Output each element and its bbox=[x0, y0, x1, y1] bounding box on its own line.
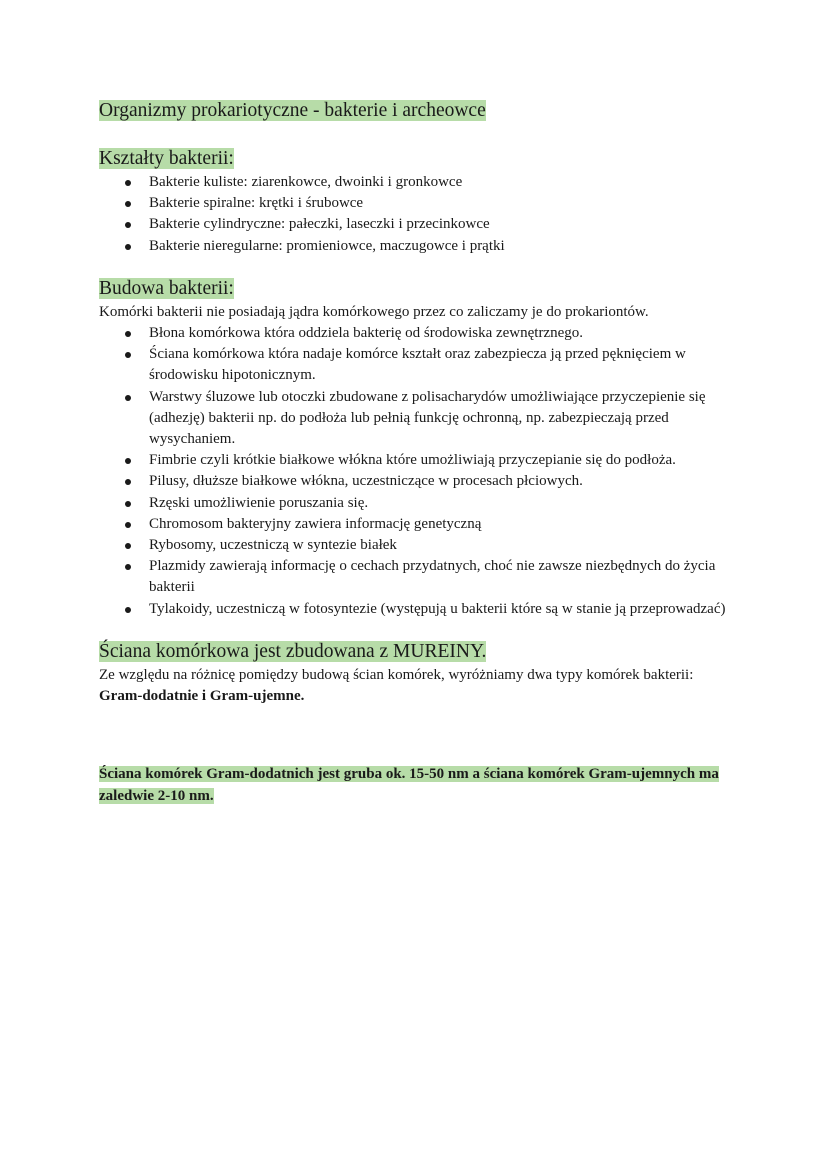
document-title-text: Organizmy prokariotyczne - bakterie i archeowce bbox=[99, 100, 486, 121]
shapes-list bbox=[99, 172, 739, 257]
document-page bbox=[99, 97, 739, 807]
list-item: Pilusy, dłuższe białkowe włókna, uczestniczące w procesach płciowych. bbox=[125, 471, 739, 492]
list-item: Błona komórkowa która oddziela bakterię od środowiska zewnętrznego. bbox=[125, 323, 739, 344]
list-item: Plazmidy zawierają informację o cechach przydatnych, choć nie zawsze niezbędnych do życia bakterii bbox=[125, 556, 739, 598]
spacer bbox=[99, 620, 739, 639]
spacer bbox=[99, 125, 739, 146]
list-item: Ściana komórkowa która nadaje komórce kształt oraz zabezpiecza ją przed pęknięciem w środowisku hipotonicznym. bbox=[125, 344, 739, 386]
list-item: Bakterie kuliste: ziarenkowce, dwoinki i gronkowce bbox=[125, 172, 739, 193]
cell-wall-paragraph: Ze względu na różnicę pomiędzy budową ścian komórek, wyróżniamy dwa typy komórek bakterii: Gram-dodatnie i Gram-ujemne. bbox=[99, 666, 694, 705]
spacer bbox=[99, 707, 739, 763]
spacer bbox=[99, 257, 739, 276]
list-item: Bakterie spiralne: krętki i śrubowce bbox=[125, 193, 739, 214]
section-heading-shapes: Kształty bakterii: bbox=[99, 148, 234, 169]
section-heading-cell-wall: Ściana komórkowa jest zbudowana z MUREINY. bbox=[99, 640, 487, 662]
list-item: Fimbrie czyli krótkie białkowe włókna które umożliwiają przyczepianie się do podłoża. bbox=[125, 450, 739, 471]
gram-thickness-note: Ściana komórek Gram-dodatnich jest gruba ok. 15-50 nm a ściana komórek Gram-ujemnych ma zaledwie 2-10 nm. bbox=[99, 766, 719, 805]
list-item: Warstwy śluzowe lub otoczki zbudowane z polisacharydów umożliwiające przyczepienie się (adhezję) bakterii np. do podłoża lub pełnią funkcję ochronną, np. zabezpieczają przed wysychaniem. bbox=[125, 387, 739, 451]
structure-intro: Komórki bakterii nie posiadają jądra komórkowego przez co zaliczamy je do prokariontów. bbox=[99, 303, 649, 320]
list-item: Chromosom bakteryjny zawiera informację genetyczną bbox=[125, 514, 739, 535]
section-heading-structure: Budowa bakterii: bbox=[99, 277, 234, 299]
list-item: Tylakoidy, uczestniczą w fotosyntezie (występują u bakterii które są w stanie ją przeprowadzać) bbox=[125, 599, 739, 620]
section-cell-wall bbox=[99, 639, 739, 807]
section-structure bbox=[99, 276, 739, 620]
section-shapes bbox=[99, 146, 739, 257]
list-item: Rzęski umożliwienie poruszania się. bbox=[125, 493, 739, 514]
list-item: Bakterie nieregularne: promieniowce, maczugowce i prątki bbox=[125, 236, 739, 257]
structure-list bbox=[99, 323, 739, 620]
gram-types: Gram-dodatnie i Gram-ujemne. bbox=[99, 688, 305, 705]
document-title bbox=[99, 97, 739, 125]
list-item: Rybosomy, uczestniczą w syntezie białek bbox=[125, 535, 739, 556]
list-item: Bakterie cylindryczne: pałeczki, laseczki i przecinkowce bbox=[125, 214, 739, 235]
